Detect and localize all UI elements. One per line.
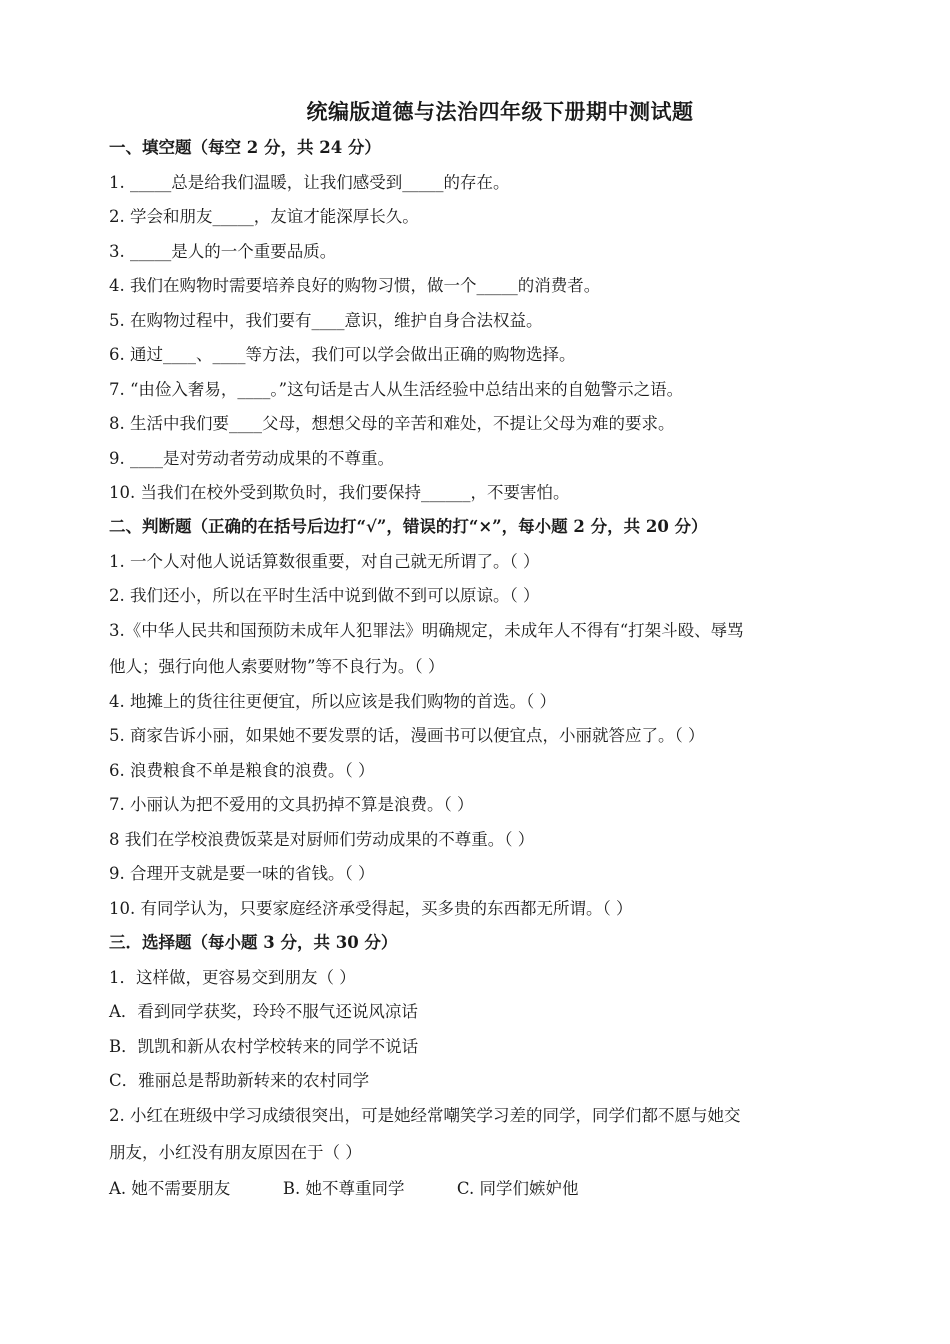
- question-line: 8. 生活中我们要____父母，想想父母的辛苦和难处，不提让父母为难的要求。: [109, 414, 675, 433]
- question-line: 2. 我们还小，所以在平时生活中说到做不到可以原谅。（ ）: [109, 586, 540, 605]
- section-heading-true-false: 二、判断题（正确的在括号后边打“√”，错误的打“×”，每小题 2 分，共 20 分）: [109, 517, 708, 536]
- choice-option: B．凯凯和新从农村学校转来的同学不说话: [109, 1037, 419, 1056]
- question-line: 6. 通过____、____等方法，我们可以学会做出正确的购物选择。: [109, 345, 576, 364]
- choice-option: A．看到同学获奖，玲玲不服气还说风凉话: [109, 1002, 418, 1021]
- question-line: 3.《中华人民共和国预防未成年人犯罪法》明确规定，未成年人不得有“打架斗殴、辱骂: [109, 621, 744, 640]
- question-line: 1. _____总是给我们温暖，让我们感受到_____的存在。: [109, 173, 510, 192]
- question-line: 1．这样做，更容易交到朋友（ ）: [109, 968, 356, 987]
- question-line: 2. 学会和朋友_____，友谊才能深厚长久。: [109, 207, 419, 226]
- question-line: 9. ____是对劳动者劳动成果的不尊重。: [109, 449, 394, 468]
- question-line: 朋友，小红没有朋友原因在于（ ）: [109, 1143, 362, 1162]
- question-line: 4. 地摊上的货往往更便宜，所以应该是我们购物的首选。（ ）: [109, 692, 556, 711]
- question-line: 8 我们在学校浪费饭菜是对厨师们劳动成果的不尊重。（ ）: [109, 830, 535, 849]
- question-line: 10. 有同学认为，只要家庭经济承受得起，买多贵的东西都无所谓。（ ）: [109, 899, 633, 918]
- question-line: 1. 一个人对他人说话算数很重要，对自己就无所谓了。（ ）: [109, 552, 540, 571]
- question-line: 他人；强行向他人索要财物”等不良行为。（ ）: [109, 657, 445, 676]
- question-line: 9. 合理开支就是要一味的省钱。（ ）: [109, 864, 375, 883]
- section-heading-fill-in: 一、填空题（每空 2 分，共 24 分）: [109, 138, 381, 157]
- question-line: 2. 小红在班级中学习成绩很突出，可是她经常嘲笑学习差的同学，同学们都不愿与她交: [109, 1106, 741, 1125]
- choice-option: C．雅丽总是帮助新转来的农村同学: [109, 1071, 370, 1090]
- question-line: 7. “由俭入奢易，____。”这句话是古人从生活经验中总结出来的自勉警示之语。: [109, 380, 684, 399]
- question-line: 10. 当我们在校外受到欺负时，我们要保持______，不要害怕。: [109, 483, 570, 502]
- question-line: 5. 在购物过程中，我们要有____意识，维护自身合法权益。: [109, 311, 543, 330]
- question-line: 6. 浪费粮食不单是粮食的浪费。（ ）: [109, 761, 375, 780]
- document-title: 统编版道德与法治四年级下册期中测试题: [306, 99, 694, 124]
- choice-options-row: A. 她不需要朋友 B. 她不尊重同学 C. 同学们嫉妒他: [109, 1179, 579, 1198]
- question-line: 4. 我们在购物时需要培养良好的购物习惯，做一个_____的消费者。: [109, 276, 601, 295]
- question-line: 3. _____是人的一个重要品质。: [109, 242, 337, 261]
- section-heading-multiple-choice: 三．选择题（每小题 3 分，共 30 分）: [109, 933, 398, 952]
- question-line: 5. 商家告诉小丽，如果她不要发票的话，漫画书可以便宜点，小丽就答应了。（ ）: [109, 726, 705, 745]
- question-line: 7. 小丽认为把不爱用的文具扔掉不算是浪费。（ ）: [109, 795, 474, 814]
